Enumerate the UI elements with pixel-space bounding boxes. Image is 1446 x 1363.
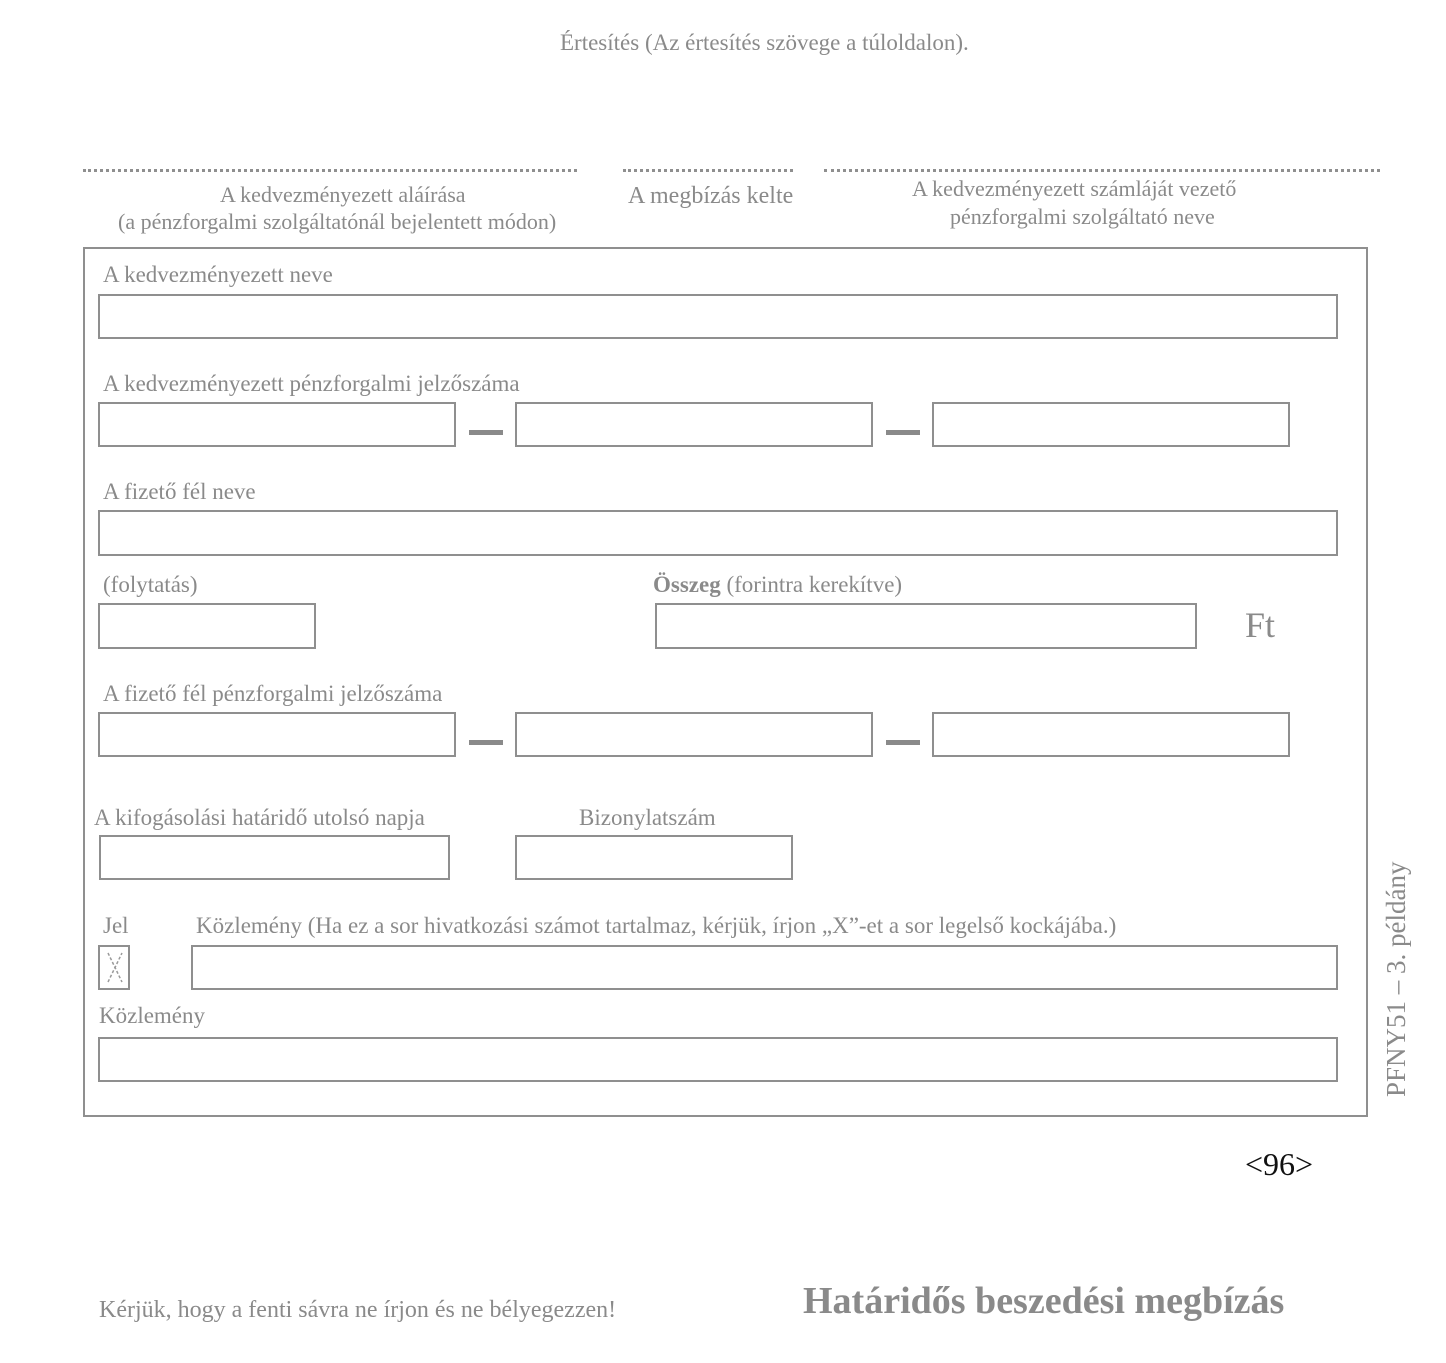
account-separator [469,430,503,435]
provider-name-sublabel: pénzforgalmi szolgáltató neve [950,204,1215,229]
beneficiary-signature-label: A kedvezményezett aláírása [220,182,466,207]
remittance-hint-label: Közlemény (Ha ez a sor hivatkozási számot tartalmaz, kérjük, írjon „X”-et a sor legelső kockájába.) [196,913,1117,938]
amount-label-rest: (forintra kerekítve) [720,572,903,597]
payer-account-field-1[interactable] [98,712,456,757]
payer-account-field-2[interactable] [515,712,873,757]
currency-label: Ft [1245,605,1276,645]
notice-text: Értesítés (Az értesítés szövege a túloldalon). [560,30,969,55]
payer-account-field-3[interactable] [932,712,1290,757]
account-separator [886,740,920,745]
beneficiary-name-label: A kedvezményezett neve [103,262,333,287]
page-number: <96> [1245,1146,1314,1182]
deadline-field[interactable] [99,835,450,880]
amount-field[interactable] [655,603,1197,649]
beneficiary-signature-sublabel: (a pénzforgalmi szolgáltatónál bejelentett módon) [118,209,557,234]
cross-mark-icon [100,947,128,988]
amount-label-bold: Összeg [653,572,721,597]
payer-account-label: A fizető fél pénzforgalmi jelzőszáma [103,681,443,706]
beneficiary-account-field-3[interactable] [932,402,1290,447]
continuation-field[interactable] [98,603,316,649]
beneficiary-name-field[interactable] [98,294,1338,339]
remittance-field[interactable] [98,1037,1338,1082]
side-code-label: PFNY51 – 3. példány [1381,861,1411,1097]
deadline-label: A kifogásolási határidő utolsó napja [94,805,425,830]
beneficiary-account-label: A kedvezményezett pénzforgalmi jelzőszáma [103,371,520,396]
reference-mark-checkbox[interactable] [98,945,130,990]
mark-label: Jel [103,913,129,938]
account-separator [469,740,503,745]
continuation-label: (folytatás) [103,572,198,597]
beneficiary-signature-line [83,169,577,172]
payer-name-field[interactable] [98,510,1338,556]
payer-name-label: A fizető fél neve [103,479,256,504]
account-separator [886,430,920,435]
beneficiary-account-field-2[interactable] [515,402,873,447]
document-number-field[interactable] [515,835,793,880]
order-date-label: A megbízás kelte [628,183,794,209]
beneficiary-account-field-1[interactable] [98,402,456,447]
order-date-line [623,169,793,172]
document-number-label: Bizonylatszám [579,805,716,830]
remittance-reference-field[interactable] [191,945,1338,990]
form-title: Határidős beszedési megbízás [803,1280,1285,1322]
provider-name-line [824,169,1380,172]
provider-name-label: A kedvezményezett számláját vezető [912,176,1237,201]
footer-note: Kérjük, hogy a fenti sávra ne írjon és ne bélyegezzen! [99,1297,617,1323]
remittance-label: Közlemény [99,1003,206,1028]
amount-label [653,573,902,596]
